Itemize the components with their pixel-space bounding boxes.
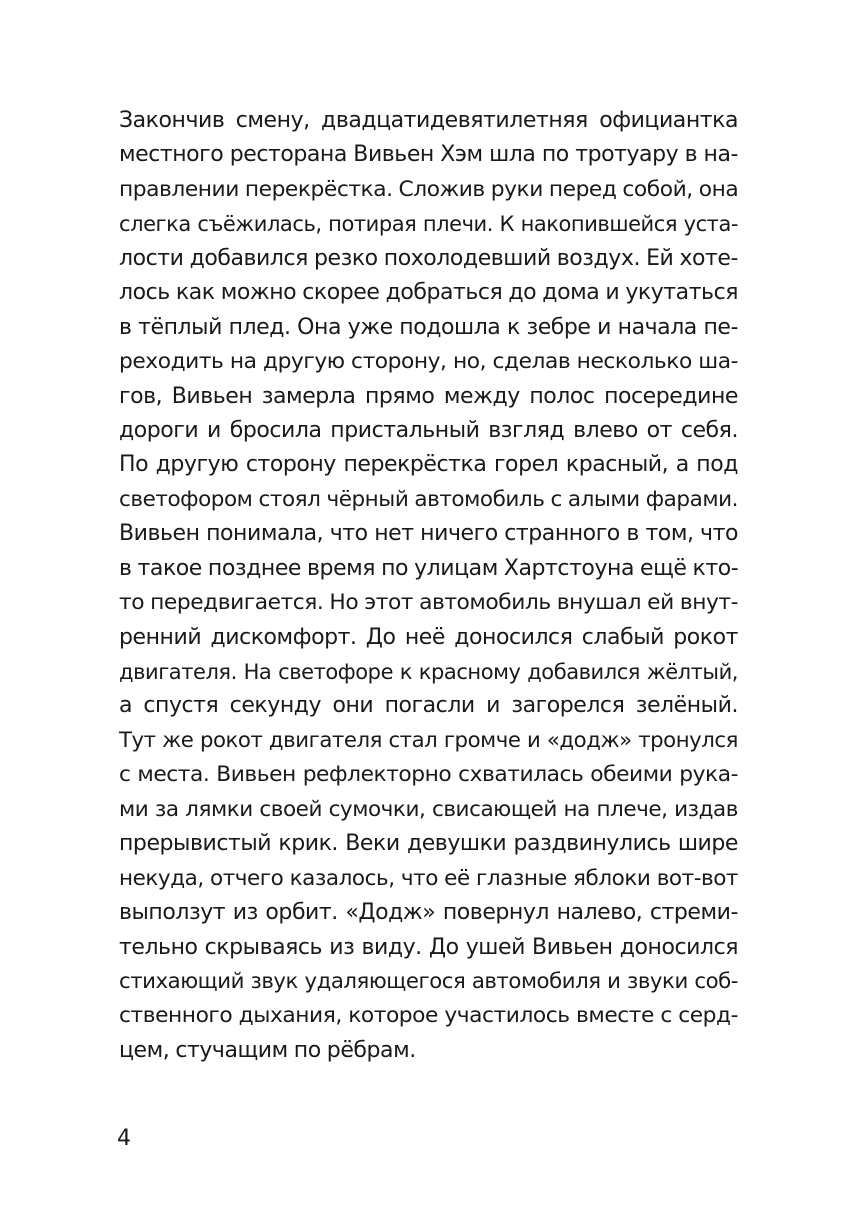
text-line: тельно скрываясь из виду. До ушей Вивьен доносился bbox=[119, 934, 738, 960]
body-paragraph bbox=[119, 104, 738, 1068]
text-line: Тут же рокот двигателя стал громче и «додж» тронулся bbox=[119, 727, 738, 753]
page-number: 4 bbox=[117, 1126, 131, 1151]
text-line: ренний дискомфорт. До неё доносился слабый рокот bbox=[119, 624, 738, 650]
text-line: в тёплый плед. Она уже подошла к зебре и начала пе- bbox=[119, 314, 738, 340]
text-line: Вивьен понимала, что нет ничего странного в том, что bbox=[119, 521, 738, 547]
text-line: ми за лямки своей сумочки, свисающей на плече, издав bbox=[119, 796, 738, 822]
text-line-last: цем, стучащим по рёбрам. bbox=[119, 1037, 416, 1063]
text-line: то передвигается. Но этот автомобиль внушал ей внут- bbox=[119, 590, 738, 616]
text-line: двигателя. На светофоре к красному добавился жёлтый, bbox=[119, 660, 738, 684]
text-line: реходить на другую сторону, но, сделав несколько ша- bbox=[119, 349, 738, 375]
text-line: некуда, отчего казалось, что её глазные яблоки вот-вот bbox=[119, 865, 738, 891]
text-line: Закончив смену, двадцатидевятилетняя официантка bbox=[119, 108, 738, 133]
text-line: слегка съёжилась, потирая плечи. К накопившейся уста- bbox=[119, 212, 738, 237]
text-line: местного ресторана Вивьен Хэм шла по тротуару в на- bbox=[119, 142, 738, 168]
text-line: в такое позднее время по улицам Хартстоуна ещё кто- bbox=[119, 555, 739, 581]
text-line: лось как можно скорее добраться до дома и укутаться bbox=[119, 280, 738, 306]
text-line: правлении перекрёстка. Сложив руки перед собой, она bbox=[119, 176, 739, 202]
text-line: стихающий звук удаляющегося автомобиля и звуки соб- bbox=[119, 968, 738, 994]
text-line: с места. Вивьен рефлекторно схватилась обеими рука- bbox=[119, 762, 738, 788]
text-line: По другую сторону перекрёстка горел красный, а под bbox=[119, 452, 738, 478]
text-line: дороги и бросила пристальный взгляд влево от себя. bbox=[119, 417, 738, 443]
text-line: лости добавился резко похолодевший воздух. Ей хоте- bbox=[119, 245, 738, 271]
text-line: ственного дыхания, которое участилось вместе с серд- bbox=[119, 1003, 738, 1029]
text-line: гов, Вивьен замерла прямо между полос посередине bbox=[119, 383, 738, 409]
text-line: прерывистый крик. Веки девушки раздвинулись шире bbox=[119, 831, 738, 857]
text-line: светофором стоял чёрный автомобиль с алыми фарами. bbox=[119, 486, 738, 512]
text-line: выползут из орбит. «Додж» повернул налево, стреми- bbox=[119, 900, 738, 926]
text-line: а спустя секунду они погасли и загорелся зелёный. bbox=[119, 693, 738, 719]
